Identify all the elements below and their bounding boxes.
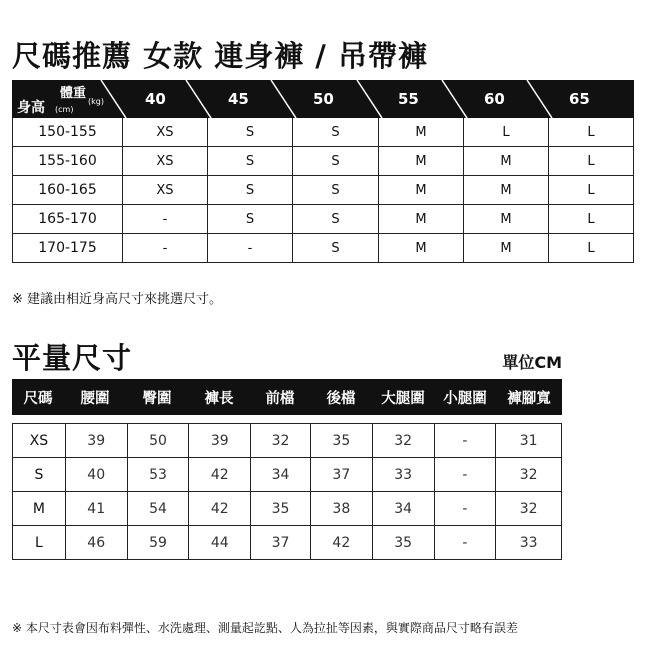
size-cell: L bbox=[548, 205, 633, 233]
value-cell: - bbox=[434, 492, 496, 525]
table-row bbox=[13, 458, 561, 492]
height-label: 身高 bbox=[17, 100, 45, 116]
size-cell: XS bbox=[122, 118, 207, 146]
size-cell: M bbox=[378, 176, 463, 204]
recommend-table-header bbox=[12, 80, 634, 118]
size-cell: M bbox=[378, 234, 463, 262]
value-cell: 42 bbox=[188, 492, 250, 525]
value-cell: 32 bbox=[372, 424, 434, 457]
value-cell: 44 bbox=[188, 526, 250, 559]
size-cell: S bbox=[207, 147, 292, 175]
size-cell: S bbox=[292, 176, 378, 204]
height-cell: 170-175 bbox=[38, 240, 97, 256]
height-cell: 150-155 bbox=[38, 124, 97, 140]
weight-unit: (kg) bbox=[88, 97, 104, 106]
weight-header-50: 50 bbox=[313, 90, 334, 108]
table-row bbox=[13, 176, 633, 205]
value-cell: 35 bbox=[372, 526, 434, 559]
size-cell: M bbox=[32, 500, 45, 517]
header-hem: 褲腳寬 bbox=[507, 390, 551, 407]
size-cell: S bbox=[207, 205, 292, 233]
size-cell: XS bbox=[122, 176, 207, 204]
value-cell: 38 bbox=[310, 492, 372, 525]
size-cell: M bbox=[378, 118, 463, 146]
value-cell: 32 bbox=[250, 424, 310, 457]
weight-header-40: 40 bbox=[145, 90, 166, 108]
value-cell: 34 bbox=[372, 492, 434, 525]
header-size: 尺碼 bbox=[23, 390, 53, 407]
header-front-rise: 前檔 bbox=[265, 390, 295, 407]
table-row bbox=[13, 492, 561, 526]
measurement-disclaimer: ※ 本尺寸表會因布料彈性、水洗處理、測量起訖點、人為拉扯等因素，與實際商品尺寸略有誤差 bbox=[12, 621, 518, 635]
size-cell: - bbox=[122, 234, 207, 262]
value-cell: 41 bbox=[65, 492, 127, 525]
table-row bbox=[13, 526, 561, 560]
recommend-note: ※ 建議由相近身高尺寸來挑選尺寸。 bbox=[12, 292, 223, 307]
header-back-rise: 後檔 bbox=[326, 390, 356, 407]
size-cell: L bbox=[548, 147, 633, 175]
value-cell: 53 bbox=[127, 458, 189, 491]
page-title: 尺碼推薦 女款 連身褲 / 吊帶褲 bbox=[12, 39, 428, 73]
weight-header-60: 60 bbox=[484, 90, 505, 108]
value-cell: 46 bbox=[65, 526, 127, 559]
weight-header-55: 55 bbox=[398, 90, 419, 108]
size-cell: XS bbox=[29, 432, 49, 449]
table-row bbox=[13, 234, 633, 263]
size-cell: M bbox=[463, 176, 548, 204]
weight-header-65: 65 bbox=[569, 90, 590, 108]
table-row bbox=[13, 205, 633, 234]
size-cell: L bbox=[548, 234, 633, 262]
value-cell: 34 bbox=[250, 458, 310, 491]
value-cell: 39 bbox=[65, 424, 127, 457]
height-cell: 165-170 bbox=[38, 211, 97, 227]
value-cell: 37 bbox=[310, 458, 372, 491]
weight-label: 體重 bbox=[60, 86, 87, 101]
unit-label: 單位CM bbox=[502, 353, 562, 372]
header-thigh: 大腿圍 bbox=[381, 390, 425, 407]
size-cell: S bbox=[34, 466, 44, 483]
size-cell: L bbox=[548, 176, 633, 204]
header-calf: 小腿圍 bbox=[443, 390, 487, 407]
flat-table-header bbox=[12, 379, 562, 415]
value-cell: - bbox=[434, 458, 496, 491]
value-cell: 37 bbox=[250, 526, 310, 559]
header-hip: 臀圍 bbox=[142, 390, 172, 407]
size-cell: S bbox=[292, 118, 378, 146]
size-cell: S bbox=[207, 118, 292, 146]
size-cell: S bbox=[292, 147, 378, 175]
value-cell: 35 bbox=[250, 492, 310, 525]
value-cell: 32 bbox=[495, 492, 561, 525]
value-cell: 33 bbox=[372, 458, 434, 491]
flat-measurement-table bbox=[12, 379, 562, 560]
value-cell: 35 bbox=[310, 424, 372, 457]
size-recommendation-table bbox=[12, 80, 634, 263]
size-cell: M bbox=[378, 147, 463, 175]
value-cell: - bbox=[434, 526, 496, 559]
table-row bbox=[13, 118, 633, 147]
value-cell: 42 bbox=[188, 458, 250, 491]
value-cell: 54 bbox=[127, 492, 189, 525]
weight-header-45: 45 bbox=[228, 90, 249, 108]
size-cell: - bbox=[122, 205, 207, 233]
size-cell: M bbox=[463, 234, 548, 262]
header-length: 褲長 bbox=[204, 390, 234, 407]
value-cell: 31 bbox=[495, 424, 561, 457]
table-row bbox=[13, 424, 561, 458]
value-cell: 50 bbox=[127, 424, 189, 457]
size-cell: L bbox=[463, 118, 548, 146]
value-cell: 39 bbox=[188, 424, 250, 457]
flat-table-body bbox=[12, 423, 562, 560]
height-cell: 160-165 bbox=[38, 182, 97, 198]
table-row bbox=[13, 147, 633, 176]
size-cell: M bbox=[463, 205, 548, 233]
value-cell: 40 bbox=[65, 458, 127, 491]
size-cell: M bbox=[463, 147, 548, 175]
size-cell: XS bbox=[122, 147, 207, 175]
size-cell: S bbox=[292, 234, 378, 262]
size-cell: L bbox=[548, 118, 633, 146]
value-cell: 59 bbox=[127, 526, 189, 559]
height-unit: (cm) bbox=[55, 105, 74, 114]
value-cell: 32 bbox=[495, 458, 561, 491]
size-cell: S bbox=[207, 176, 292, 204]
recommend-table-body bbox=[12, 118, 634, 263]
value-cell: - bbox=[434, 424, 496, 457]
header-waist: 腰圍 bbox=[80, 390, 110, 407]
size-cell: L bbox=[35, 534, 43, 551]
height-cell: 155-160 bbox=[38, 153, 97, 169]
size-cell: S bbox=[292, 205, 378, 233]
section-title-flat: 平量尺寸 bbox=[12, 341, 133, 375]
size-cell: - bbox=[207, 234, 292, 262]
value-cell: 42 bbox=[310, 526, 372, 559]
value-cell: 33 bbox=[495, 526, 561, 559]
size-cell: M bbox=[378, 205, 463, 233]
